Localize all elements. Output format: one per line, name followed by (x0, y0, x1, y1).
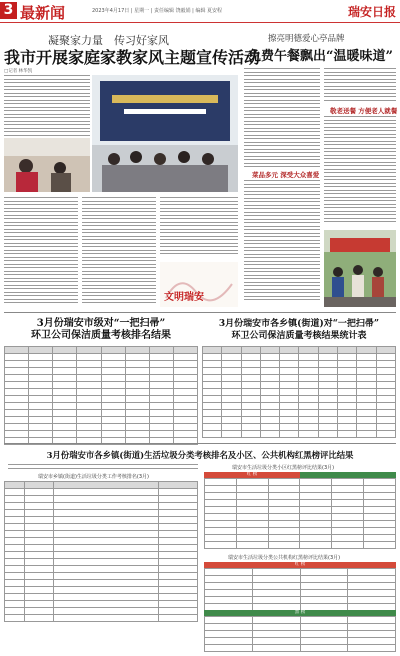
left-photo-small (4, 138, 90, 192)
left-table-caption: 瑞安市乡镇(街道)生活垃圾分类工作考核排名(3月) (38, 474, 149, 480)
table-b-title-line1: 3月份瑞安市各乡镇(街道)对“一把扫帚” (218, 319, 380, 329)
bottom-title: 3月份瑞安市各乡镇(街道)生活垃圾分类考核排名及小区、公共机构红黑榜评比结果 (46, 450, 354, 460)
red-list-header-2: 红 榜 (204, 562, 396, 568)
right-caption-1: 瑞安市生活垃圾分类小区红黑榜评比结果(3月) (232, 465, 335, 471)
right-body-col1a (244, 68, 320, 170)
left-kicker: 凝聚家力量 传习好家风 (48, 34, 169, 47)
black-list-header-2: 黑 榜 (204, 610, 396, 616)
page-number: 3 (0, 2, 17, 19)
right-body-col2b (324, 116, 396, 226)
right-body-col1b (244, 180, 320, 307)
civilization-logo-text: 文明瑞安 (164, 292, 204, 303)
right-kicker: 擦亮明德爱心亭品牌 (268, 34, 345, 44)
bottom-divider (4, 443, 396, 444)
institution-red-table (204, 568, 396, 611)
right-photo (324, 230, 396, 307)
mid-divider (4, 312, 396, 313)
right-subhead-1: 菜品多元 深受大众喜爱 (252, 171, 320, 179)
left-lede-text (4, 75, 90, 138)
right-caption-2: 瑞安市生活垃圾分类公共机构红黑榜评比结果(3月) (228, 555, 341, 561)
bottom-left-table (4, 481, 198, 622)
civilization-logo-panel (160, 262, 238, 307)
right-headline: 免费午餐飘出“温暖味道” (248, 49, 393, 64)
bottom-intro-text (8, 464, 198, 472)
left-headline: 我市开展家庭家教家风主题宣传活动 (4, 48, 261, 67)
left-body-col3 (160, 197, 238, 259)
institution-black-table (204, 616, 396, 652)
table-a (4, 346, 198, 445)
red-list-header-1: 红 榜 (204, 472, 300, 478)
table-a-title-line1: 3月份瑞安市级对“一把扫帚” (36, 318, 166, 329)
community-list-table (204, 478, 396, 549)
table-b (202, 346, 396, 438)
table-b-title (202, 318, 396, 342)
left-byline: □记者 林华凯 (4, 69, 33, 74)
right-subhead-2: 敬老送餐 方便老人就餐 (330, 107, 398, 115)
left-photo-large (92, 75, 238, 192)
table-b-title-line2: 环卫公司保洁质量考核结果统计表 (231, 331, 367, 341)
left-body-col1 (4, 197, 78, 307)
right-body-col2a (324, 68, 396, 104)
table-a-title (4, 318, 198, 342)
dateline: 2023年4月17日 | 星期一 | 责任编辑 饶毅娟 | 编辑 夏安程 (92, 8, 223, 14)
section-title: 最新闻 (20, 4, 66, 22)
table-a-title-line2: 环卫公司保洁质量考核排名结果 (31, 330, 171, 341)
left-body-col2 (82, 197, 156, 307)
masthead (0, 0, 400, 23)
paper-name: 瑞安日报 (347, 5, 396, 19)
